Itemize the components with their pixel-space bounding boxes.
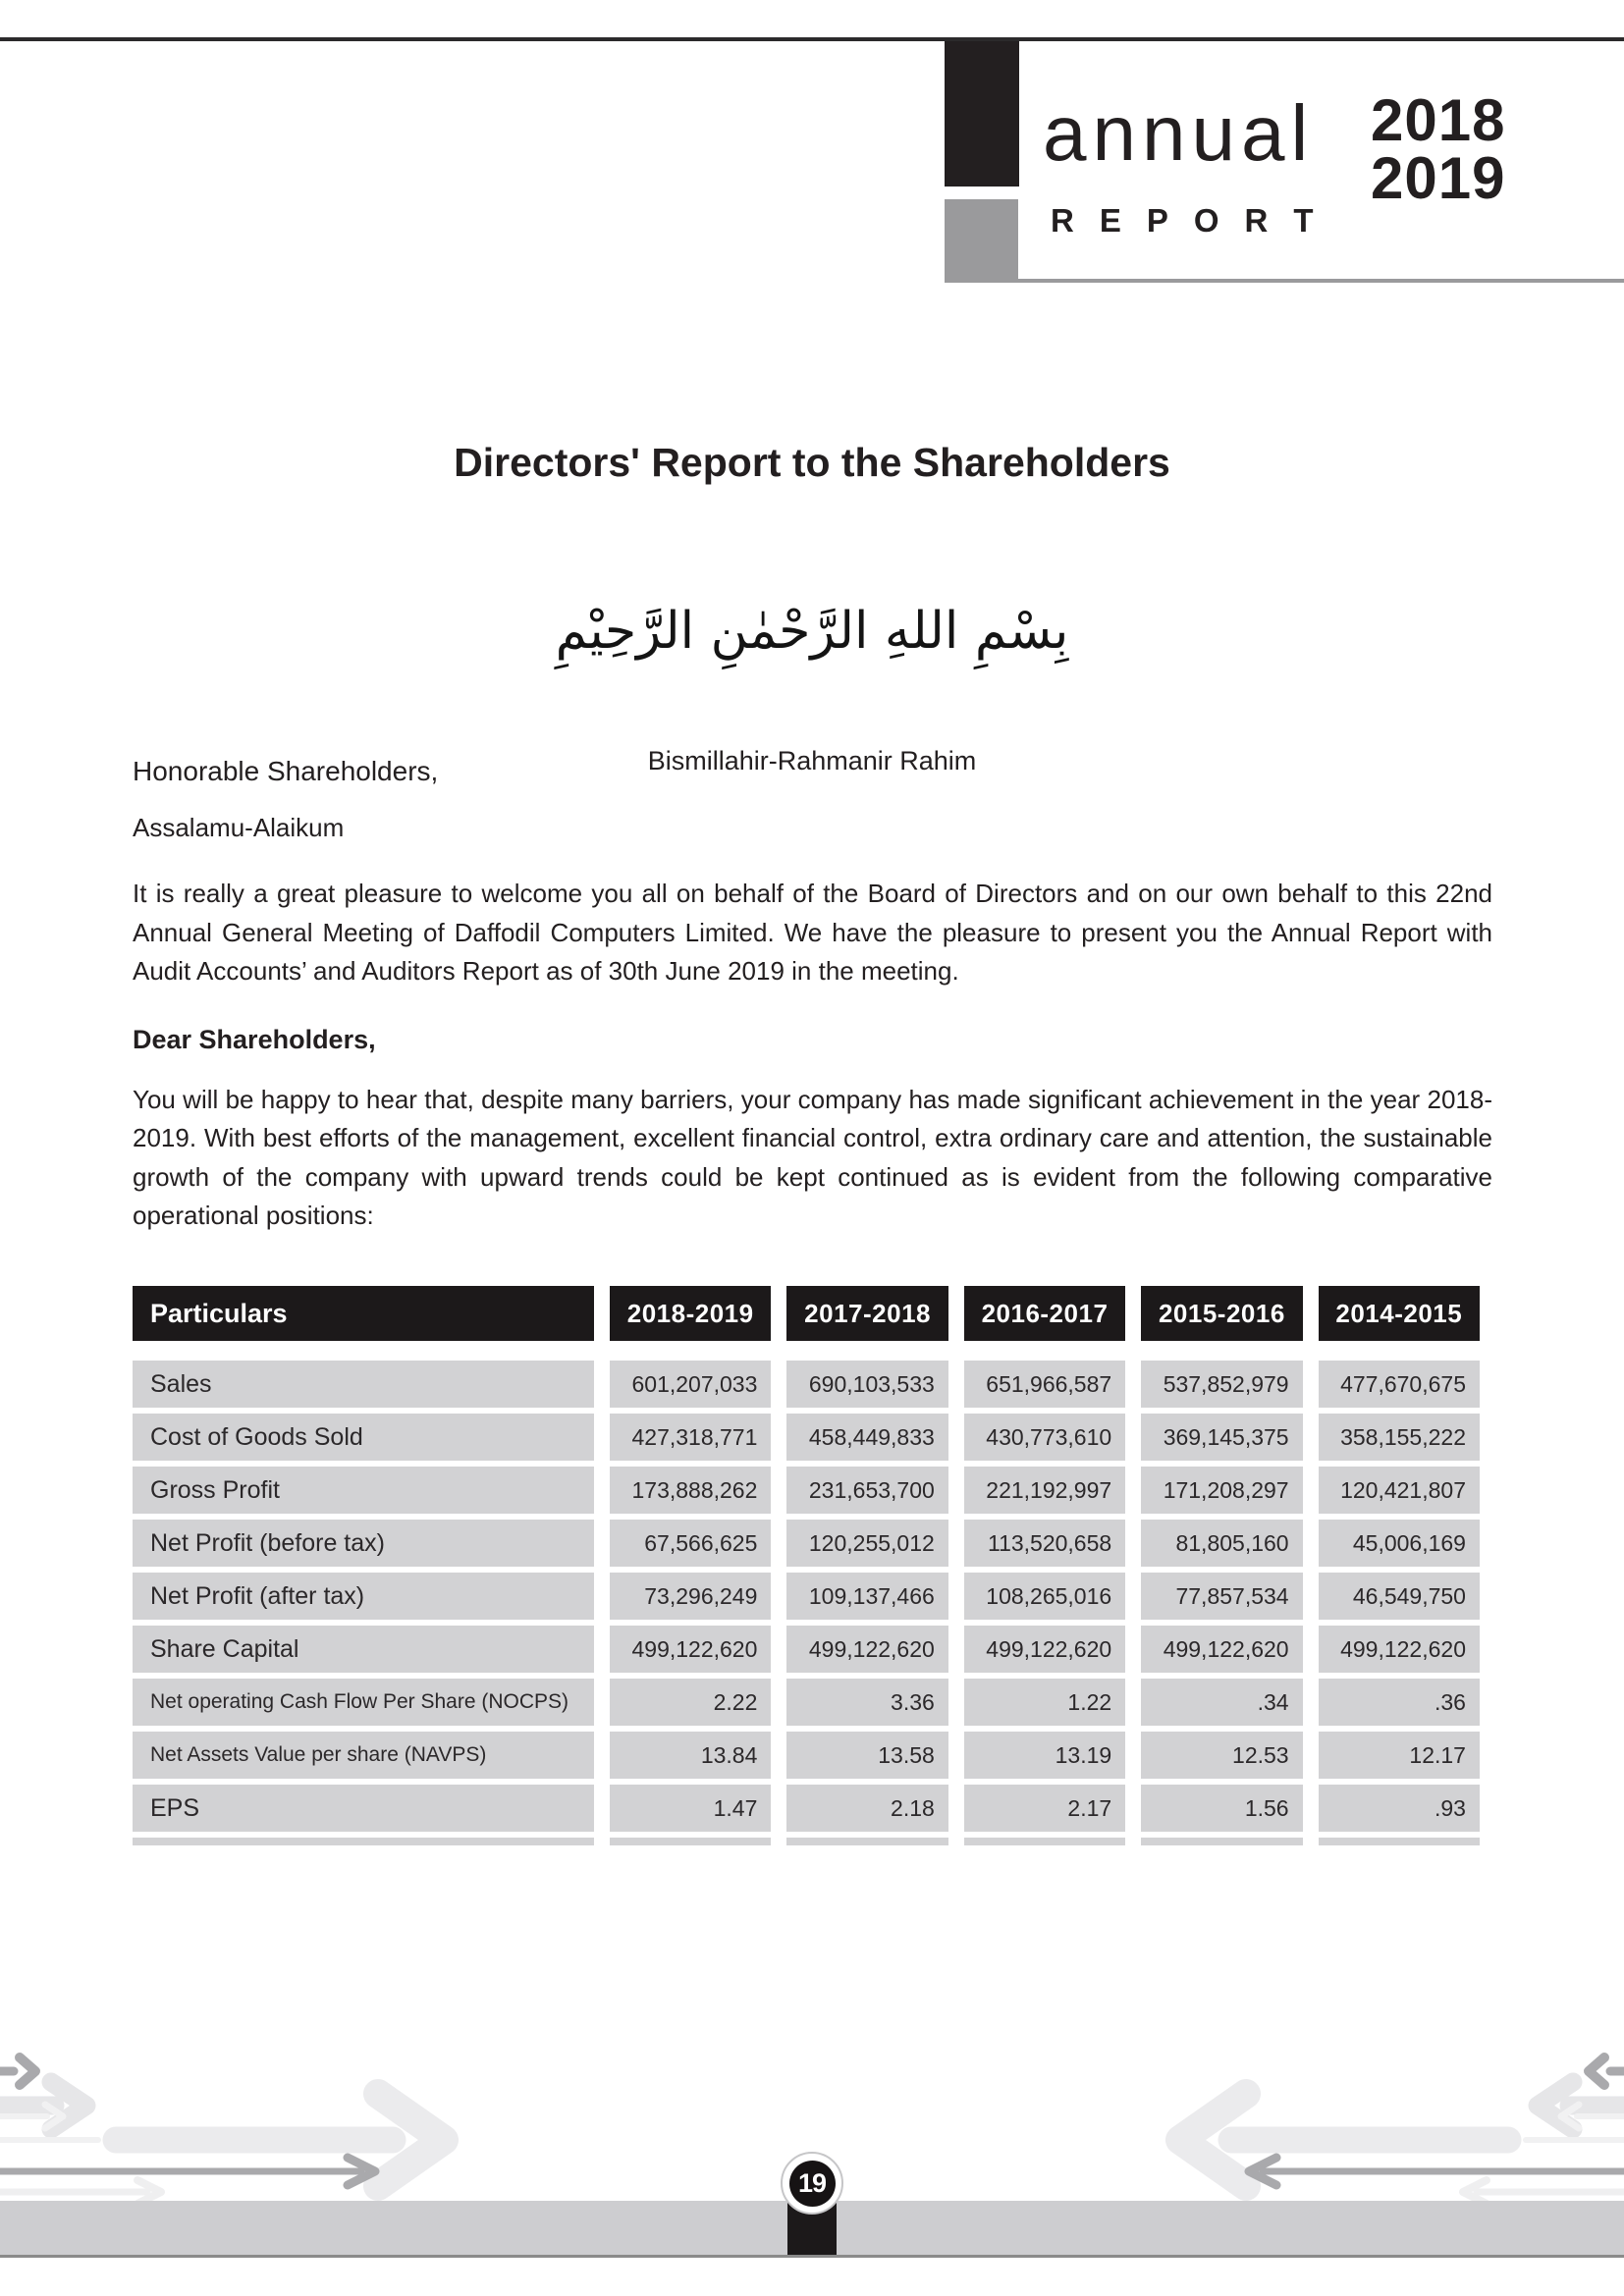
paragraph-welcome: It is really a great pleasure to welcome you all on behalf of the Board of Directors and on our own behalf to this 22nd Annual General Meeting of Daffodil Computers Limited. We have the pleasure to present you the Annual Report with Audit Accounts’ and Auditors Report as of 30th June 2019 in the meeting. [133, 879, 1492, 987]
cell-value: 173,888,262 [610, 1467, 771, 1514]
cell-value: 171,208,297 [1141, 1467, 1302, 1514]
cell-value: 67,566,625 [610, 1520, 771, 1567]
page-number-circle [789, 2161, 836, 2207]
row-label: Net operating Cash Flow Per Share (NOCPS) [133, 1679, 594, 1726]
cell-value: 430,773,610 [964, 1414, 1125, 1461]
table-row [133, 1573, 1480, 1620]
cell-value: 458,449,833 [786, 1414, 947, 1461]
salutation: Honorable Shareholders, [133, 756, 439, 786]
subheading-dear-shareholders: Dear Shareholders, [133, 1024, 376, 1054]
strip-cell [786, 1838, 947, 1845]
decorative-arrows-left [0, 2047, 461, 2214]
cell-value: 3.36 [786, 1679, 947, 1726]
row-label: Gross Profit [133, 1467, 594, 1514]
row-label: Sales [133, 1361, 594, 1408]
cell-value: .34 [1141, 1679, 1302, 1726]
cell-value: 427,318,771 [610, 1414, 771, 1461]
column-header-2014-2015: 2014-2015 [1319, 1286, 1480, 1341]
cell-value: 45,006,169 [1319, 1520, 1480, 1567]
cell-value: 1.22 [964, 1679, 1125, 1726]
bismillah-calligraphy: بِسْمِ اللهِ الرَّحْمٰنِ الرَّحِيْمِ [555, 602, 1069, 661]
logo-horizontal-line [1018, 279, 1624, 283]
cell-value: 651,966,587 [964, 1361, 1125, 1408]
logo-year-1: 2018 [1371, 87, 1506, 153]
cell-value: .36 [1319, 1679, 1480, 1726]
table-body [133, 1361, 1480, 1845]
cell-value: 690,103,533 [786, 1361, 947, 1408]
row-label: EPS [133, 1785, 594, 1832]
cell-value: 601,207,033 [610, 1361, 771, 1408]
table-bottom-strip [133, 1838, 1480, 1845]
bismillah-caption: Bismillahir-Rahmanir Rahim [647, 746, 977, 775]
cell-value: 2.17 [964, 1785, 1125, 1832]
cell-value: 358,155,222 [1319, 1414, 1480, 1461]
table-header-row [133, 1286, 1480, 1341]
cell-value: 73,296,249 [610, 1573, 771, 1620]
row-label: Net Assets Value per share (NAVPS) [133, 1732, 594, 1779]
cell-value: 477,670,675 [1319, 1361, 1480, 1408]
strip-cell [1319, 1838, 1480, 1845]
table-row [133, 1785, 1480, 1832]
decorative-arrows-right [1163, 2047, 1624, 2214]
cell-value: 109,137,466 [786, 1573, 947, 1620]
page-title: Directors' Report to the Shareholders [454, 440, 1170, 485]
table-row [133, 1679, 1480, 1726]
cell-value: 12.53 [1141, 1732, 1302, 1779]
row-label: Share Capital [133, 1626, 594, 1673]
row-label: Cost of Goods Sold [133, 1414, 594, 1461]
cell-value: 1.47 [610, 1785, 771, 1832]
strip-cell [133, 1838, 594, 1845]
body-text [133, 756, 1492, 1269]
cell-value: 369,145,375 [1141, 1414, 1302, 1461]
cell-value: 499,122,620 [786, 1626, 947, 1673]
cell-value: 499,122,620 [610, 1626, 771, 1673]
column-header-2017-2018: 2017-2018 [786, 1286, 947, 1341]
cell-value: 13.58 [786, 1732, 947, 1779]
top-rule-divider [0, 37, 1624, 41]
cell-value: 221,192,997 [964, 1467, 1125, 1514]
cell-value: 537,852,979 [1141, 1361, 1302, 1408]
table-row [133, 1467, 1480, 1514]
cell-value: 46,549,750 [1319, 1573, 1480, 1620]
table-row [133, 1626, 1480, 1673]
cell-value: 499,122,620 [964, 1626, 1125, 1673]
logo-years [1371, 87, 1506, 211]
page-number: 19 [797, 2167, 827, 2198]
row-label: Net Profit (before tax) [133, 1520, 594, 1567]
cell-value: .93 [1319, 1785, 1480, 1832]
row-label: Net Profit (after tax) [133, 1573, 594, 1620]
table-row [133, 1732, 1480, 1779]
logo-word-annual: annual [1043, 89, 1315, 177]
strip-cell [610, 1838, 771, 1845]
strip-cell [1141, 1838, 1302, 1845]
column-header-particulars: Particulars [133, 1286, 594, 1341]
cell-value: 13.84 [610, 1732, 771, 1779]
financial-comparison-table [133, 1286, 1480, 1845]
logo-word-report: REPORT [1051, 202, 1339, 239]
column-header-2016-2017: 2016-2017 [964, 1286, 1125, 1341]
cell-value: 1.56 [1141, 1785, 1302, 1832]
column-header-2015-2016: 2015-2016 [1141, 1286, 1302, 1341]
greeting: Assalamu-Alaikum [133, 813, 345, 842]
page-number-badge [781, 2152, 843, 2215]
logo-gray-block [945, 199, 1018, 283]
logo-year-2: 2019 [1371, 144, 1506, 211]
cell-value: 12.17 [1319, 1732, 1480, 1779]
table-row [133, 1520, 1480, 1567]
cell-value: 499,122,620 [1319, 1626, 1480, 1673]
paragraph-achievement: You will be happy to hear that, despite many barriers, your company has made significant achievement in the year 2018-2019. With best efforts of the management, excellent financial control, extra ordinary care and attention, the sustainable growth of the company with upward trends could be kept continued as is evident from the following comparative operational positions: [133, 1084, 1492, 1231]
cell-value: 13.19 [964, 1732, 1125, 1779]
table-row [133, 1414, 1480, 1461]
cell-value: 499,122,620 [1141, 1626, 1302, 1673]
cell-value: 81,805,160 [1141, 1520, 1302, 1567]
cell-value: 2.18 [786, 1785, 947, 1832]
cell-value: 2.22 [610, 1679, 771, 1726]
cell-value: 108,265,016 [964, 1573, 1125, 1620]
cell-value: 113,520,658 [964, 1520, 1125, 1567]
cell-value: 77,857,534 [1141, 1573, 1302, 1620]
cell-value: 120,255,012 [786, 1520, 947, 1567]
logo-black-block [945, 41, 1019, 187]
cell-value: 120,421,807 [1319, 1467, 1480, 1514]
cell-value: 231,653,700 [786, 1467, 947, 1514]
strip-cell [964, 1838, 1125, 1845]
column-header-2018-2019: 2018-2019 [610, 1286, 771, 1341]
table-row [133, 1361, 1480, 1408]
